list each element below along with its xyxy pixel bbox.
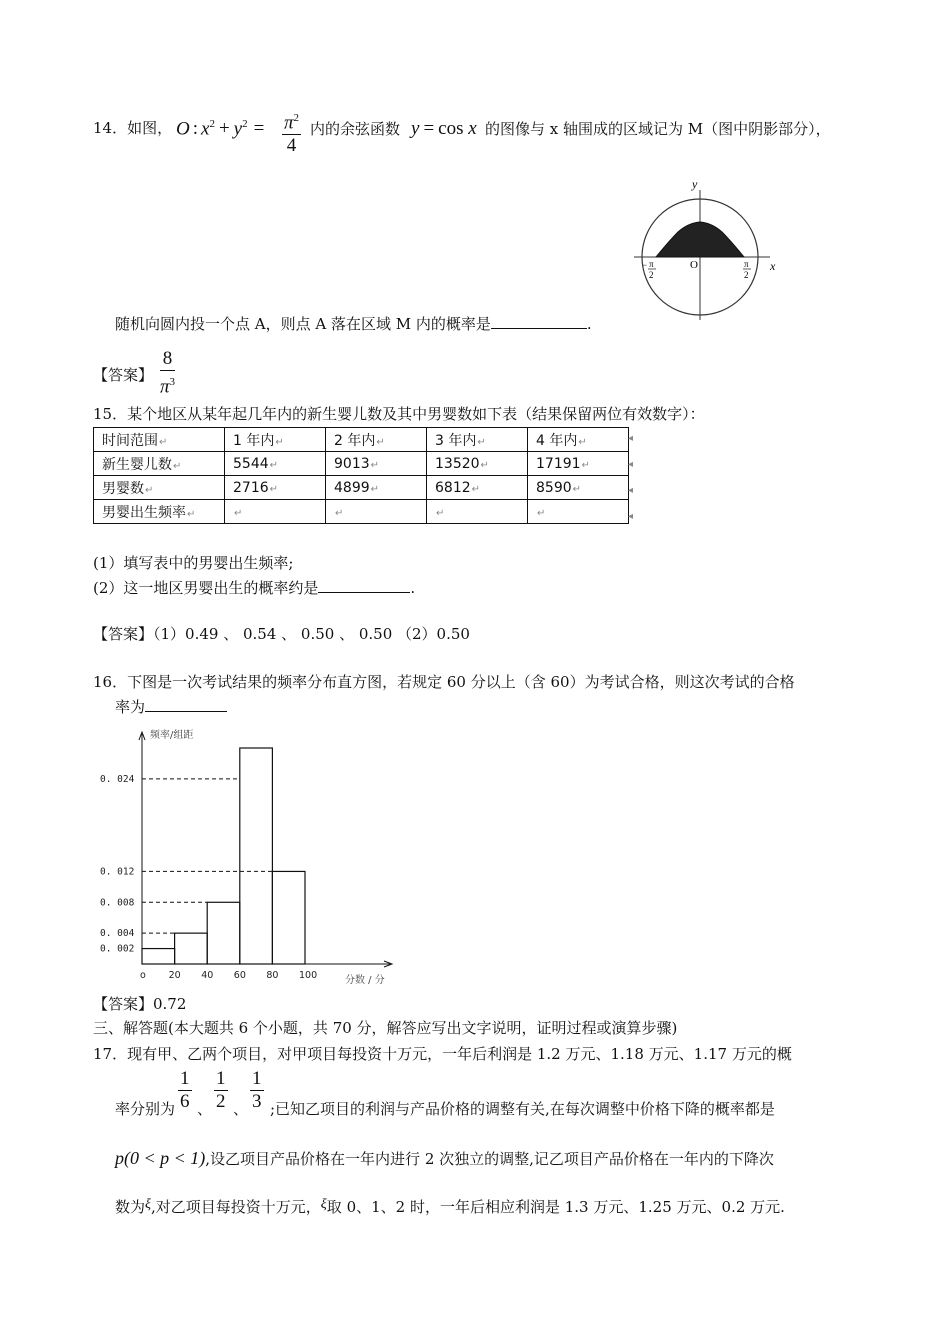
condition-p: p(0 < p < 1) [115,1148,206,1168]
q14-circle-equation: O : $x^2 + y^2$ = [176,118,265,140]
x-tick-label: 100 [299,970,318,981]
q15-table [93,427,629,524]
q14-answer-label: 【答案】 [93,366,154,384]
table-row: 时间范围↵ 1 年内↵ 2 年内↵ 3 年内↵ 4 年内↵ [94,428,629,452]
x-tick-label: o [140,970,146,981]
q14-suffix: 的图像与 x 轴围成的区域记为 M（图中阴影部分）， [485,120,831,138]
q14-answer-blank[interactable] [491,314,587,329]
q17-line3: p(0 < p < 1),设乙项目产品价格在一年内进行 2 次独立的调整,记乙项目产品价格在一年内的下降次 [115,1148,774,1168]
histogram-bar [175,933,208,964]
q14-pi-squared-over-4: $\frac{\pi^2}{4}$ [282,107,301,157]
frac-one-sixth: $\frac{1}{6}$ [180,1068,190,1112]
y-tick-label: 0. 002 [100,943,135,955]
q14-cosine-function: y = cos x [411,118,477,139]
left-tick-top: π [649,259,654,269]
x-tick-label: 60 [233,970,246,981]
frac-one-half: $\frac{1}{2}$ [216,1068,226,1112]
frac-one-third: $\frac{1}{3}$ [252,1068,262,1112]
q14-prefix: 14．如图， [93,119,173,137]
frequency-histogram [90,720,410,985]
right-tick-top: π [744,259,749,269]
y-tick-label: 0. 004 [100,928,135,940]
histogram-bar [142,949,175,964]
q15-answer-blank[interactable] [318,578,410,593]
x-tick-label: 20 [168,970,181,981]
histogram-bar [207,902,240,964]
q15-sub1: (1）填写表中的男婴出生频率; [93,554,294,572]
axis-x-label: x [770,259,776,273]
right-tick-bottom: 2 [744,270,749,280]
x-tick-label: 40 [201,970,214,981]
section3-heading: 三、解答题(本大题共 6 个小题，共 70 分，解答应写出文字说明，证明过程或演算步骤) [93,1019,678,1037]
q14-cosine-circle-figure [620,170,790,330]
axis-y-label: y [692,177,698,191]
y-axis-label: 频率/组距 [150,730,194,741]
histogram-bar [272,871,305,964]
y-tick-label: 0. 012 [100,866,135,878]
y-tick-label: 0. 008 [100,897,135,909]
histogram-bar [240,748,273,964]
table-row: 新生婴儿数↵ 5544↵ 9013↵ 13520↵ 17191↵ [94,452,629,476]
left-tick-bottom: 2 [649,270,654,280]
y-tick-label: 0. 024 [100,773,135,785]
table-row: 男婴数↵ 2716↵ 4899↵ 6812↵ 8590↵ [94,476,629,500]
shaded-region-m [656,222,744,257]
q17-line1: 17．现有甲、乙两个项目，对甲项目每投资十万元，一年后利润是 1.2 万元、1.18 万元、1.17 万元的概 [93,1045,792,1063]
q16-answer-blank[interactable] [145,697,227,712]
x-axis-label: 分数 / 分 [345,975,385,985]
q16-line2: 率为 [115,696,227,717]
q15-sub2: (2）这一地区男婴出生的概率约是 . [93,579,416,597]
origin-label: O [690,259,698,271]
q15-intro: 15．某个地区从某年起几年内的新生婴儿数及其中男婴数如下表（结果保留两位有效数字）： [93,405,705,423]
x-tick-label: 80 [266,970,279,981]
table-row: 男婴出生频率↵ ↵ ↵ ↵ ↵ [94,500,629,524]
left-tick-sign: − [642,260,648,270]
q17-line4: 数为ξ,对乙项目每投资十万元，ξ取 0、1、2 时，一年后相应利润是 1.3 万元、1.25 万元、0.2 万元. [115,1197,785,1216]
q14-question: 随机向圆内投一个点 A，则点 A 落在区域 M 内的概率是 . [115,315,592,333]
q14-line [93,113,172,163]
q15-answer: 【答案】（1）0.49 、 0.54 、 0.50 、 0.50 （2）0.50 [93,625,470,643]
q14-answer-fraction: $\frac{8}{\pi^3}$ [160,348,176,398]
q16-line1: 16．下图是一次考试结果的频率分布直方图，若规定 60 分以上（含 60）为考试合格，则这次考试的合格 [93,673,795,691]
q14-mid-text: 内的余弦函数 [310,120,401,138]
q16-answer: 【答案】0.72 [93,995,187,1013]
